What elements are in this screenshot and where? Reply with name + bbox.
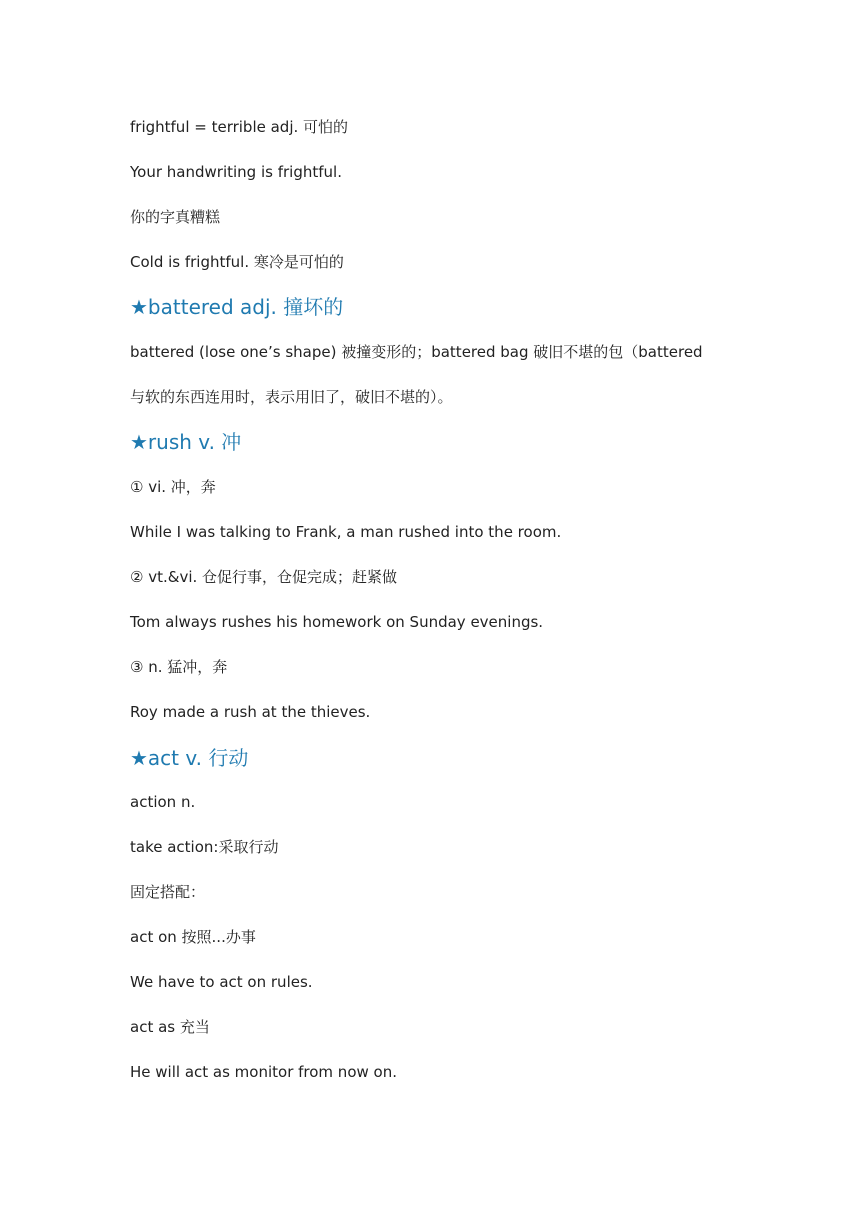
heading-battered: ★battered adj. 撞坏的 <box>130 295 344 319</box>
entry-frightful-definition: frightful = terrible adj. 可怕的 <box>130 118 349 136</box>
example-sentence: He will act as monitor from now on. <box>130 1063 397 1081</box>
heading-rush: ★rush v. 冲 <box>130 430 242 454</box>
example-sentence: Your handwriting is frightful. <box>130 163 342 181</box>
heading-act: ★act v. 行动 <box>130 746 249 770</box>
example-sentence: Roy made a rush at the thieves. <box>130 703 371 721</box>
act-noun-form: action n. <box>130 793 196 811</box>
example-translation: 你的字真糟糕 <box>130 208 221 226</box>
fixed-collocations-label: 固定搭配： <box>130 883 206 901</box>
rush-sense-1: ① vi. 冲，奔 <box>130 478 216 496</box>
example-sentence: We have to act on rules. <box>130 973 313 991</box>
rush-sense-2: ② vt.&vi. 仓促行事，仓促完成；赶紧做 <box>130 568 398 586</box>
act-on-phrase: act on 按照...办事 <box>130 928 256 946</box>
act-as-phrase: act as 充当 <box>130 1018 210 1036</box>
example-sentence: Tom always rushes his homework on Sunday evenings. <box>130 613 544 631</box>
battered-explanation-continued: 与软的东西连用时，表示用旧了，破旧不堪的）。 <box>130 388 453 406</box>
battered-explanation: battered (lose one’s shape) 被撞变形的；battered bag 破旧不堪的包（battered <box>130 343 703 361</box>
example-sentence: While I was talking to Frank, a man rushed into the room. <box>130 523 562 541</box>
example-sentence: Cold is frightful. 寒冷是可怕的 <box>130 253 344 271</box>
rush-sense-3: ③ n. 猛冲，奔 <box>130 658 228 676</box>
act-phrase: take action:采取行动 <box>130 838 279 856</box>
